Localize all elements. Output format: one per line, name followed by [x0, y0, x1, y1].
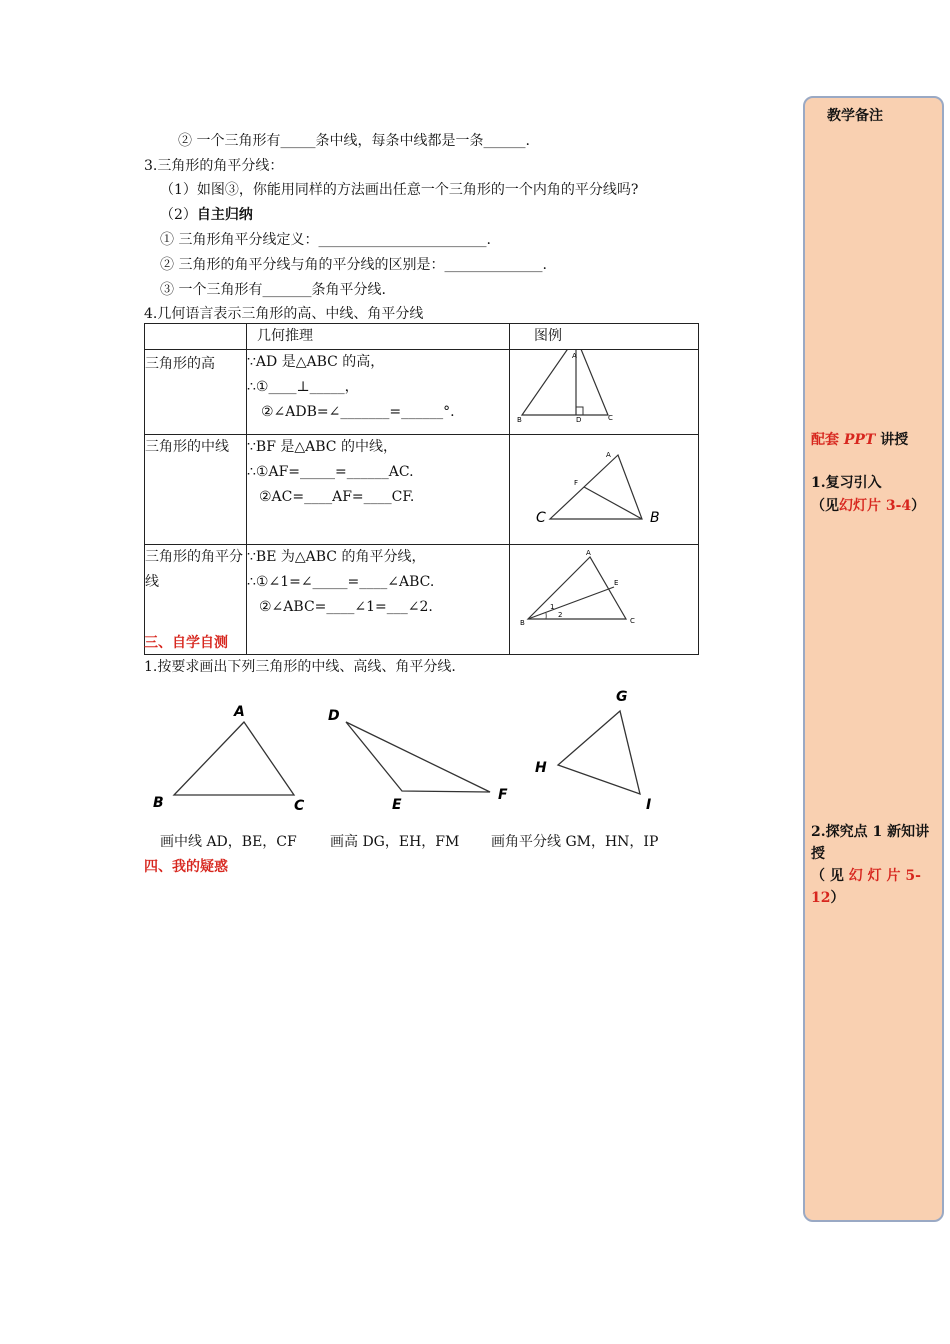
label-c: C: [608, 414, 613, 422]
sidebar-item-explore-slides-end: 12）: [811, 890, 845, 906]
label-b: B: [517, 416, 522, 424]
text-line: [160, 204, 253, 224]
text-line: 4.几何语言表示三角形的高、中线、角平分线: [144, 306, 424, 322]
label-a: A: [572, 352, 577, 360]
reason-line: ∴①AF=_____=______AC.: [247, 464, 414, 480]
text-line: ② 三角形的角平分线与角的平分线的区别是：______________.: [160, 257, 547, 273]
figure-median: [510, 435, 699, 545]
sidebar-title: 教学备注: [827, 108, 883, 124]
label-e: E: [614, 579, 619, 587]
label-b: B: [650, 510, 660, 526]
reason-line: ∴①____⊥_____，: [247, 379, 359, 395]
text-line: ② 一个三角形有_____条中线，每条中线都是一条______.: [178, 133, 530, 149]
text-line: ③ 一个三角形有_______条角平分线.: [160, 282, 386, 298]
text-line: 3.三角形的角平分线：: [144, 158, 284, 174]
row-reasoning: [247, 350, 510, 435]
reason-line: ∵BE 为△ABC 的角平分线，: [247, 549, 426, 565]
text-line: ① 三角形角平分线定义：________________________.: [160, 232, 491, 248]
label-h: H: [535, 760, 547, 776]
practice-triangles: [140, 685, 680, 820]
label-d: D: [328, 708, 340, 724]
label-c: C: [630, 617, 635, 625]
reason-line: ②∠ADB=∠_______=______°.: [261, 404, 455, 420]
label-c: C: [536, 510, 546, 526]
sidebar-item-explore: 2.探究点 1 新知讲: [811, 824, 930, 840]
reason-line: ②∠ABC=____∠1=___∠2.: [259, 599, 433, 615]
median-triangle-diagram: [510, 435, 674, 535]
row-reasoning: [247, 435, 510, 545]
figure-altitude: [510, 350, 699, 435]
reason-line: ②AC=____AF=____CF.: [259, 489, 415, 505]
label-d: D: [576, 416, 582, 424]
bold-heading: 自主归纳: [196, 207, 253, 223]
label-a: A: [234, 704, 245, 720]
label-a: A: [606, 451, 611, 459]
row-reasoning: [247, 545, 510, 655]
angle-1-label: 1: [550, 603, 555, 611]
caption-altitudes: 画高 DG，EH，FM: [330, 834, 460, 850]
sidebar-item-review-slides: （见幻灯片 3-4）: [811, 498, 926, 514]
label-i: I: [646, 797, 652, 813]
ppt-note: 配套 PPT 讲授: [811, 432, 909, 448]
header-reasoning: 几何推理: [247, 324, 510, 350]
altitude-triangle-diagram: [510, 350, 674, 425]
reason-line: ∴①∠1=∠_____=____∠ABC.: [247, 574, 435, 590]
label-a: A: [586, 549, 591, 557]
label-f: F: [498, 787, 508, 803]
text-line: （1）如图③，你能用同样的方法画出任意一个三角形的一个内角的平分线吗?: [160, 182, 639, 198]
row-name: 三角形的高: [145, 350, 247, 435]
triangle-ghi: [558, 711, 640, 794]
row-name: 三角形的中线: [145, 435, 247, 545]
text-prefix: （2）: [160, 207, 197, 223]
triangle-def: [346, 722, 490, 792]
row-name: 三角形的角平分线: [145, 545, 247, 655]
geometry-table: [144, 323, 699, 655]
section-heading: 四、我的疑惑: [144, 859, 228, 875]
reason-line: ∵BF 是△ABC 的中线，: [247, 439, 397, 455]
sidebar-item-explore-cont: 授: [811, 846, 825, 862]
section-heading: 三、自学自测: [144, 635, 228, 651]
label-b: B: [153, 795, 164, 811]
label-c: C: [294, 798, 305, 814]
angle-2-label: 2: [558, 611, 563, 619]
caption-bisectors: 画角平分线 GM，HN，IP: [491, 834, 659, 850]
label-b: B: [520, 619, 525, 627]
question-text: 1.按要求画出下列三角形的中线、高线、角平分线.: [144, 659, 456, 675]
figure-bisector: [510, 545, 699, 655]
caption-medians: 画中线 AD，BE，CF: [160, 834, 297, 850]
label-f: F: [574, 479, 579, 487]
label-g: G: [616, 689, 628, 705]
sidebar-item-review: 1.复习引入: [811, 475, 882, 491]
bisector-triangle-diagram: [510, 545, 674, 645]
label-e: E: [392, 797, 402, 813]
header-figure: 图例: [510, 324, 699, 350]
triangle-abc: [174, 722, 294, 795]
reason-line: ∵AD 是△ABC 的高，: [247, 354, 385, 370]
teaching-notes-sidebar: [803, 96, 944, 1222]
sidebar-item-explore-slides: （ 见 幻 灯 片 5-: [811, 868, 921, 884]
